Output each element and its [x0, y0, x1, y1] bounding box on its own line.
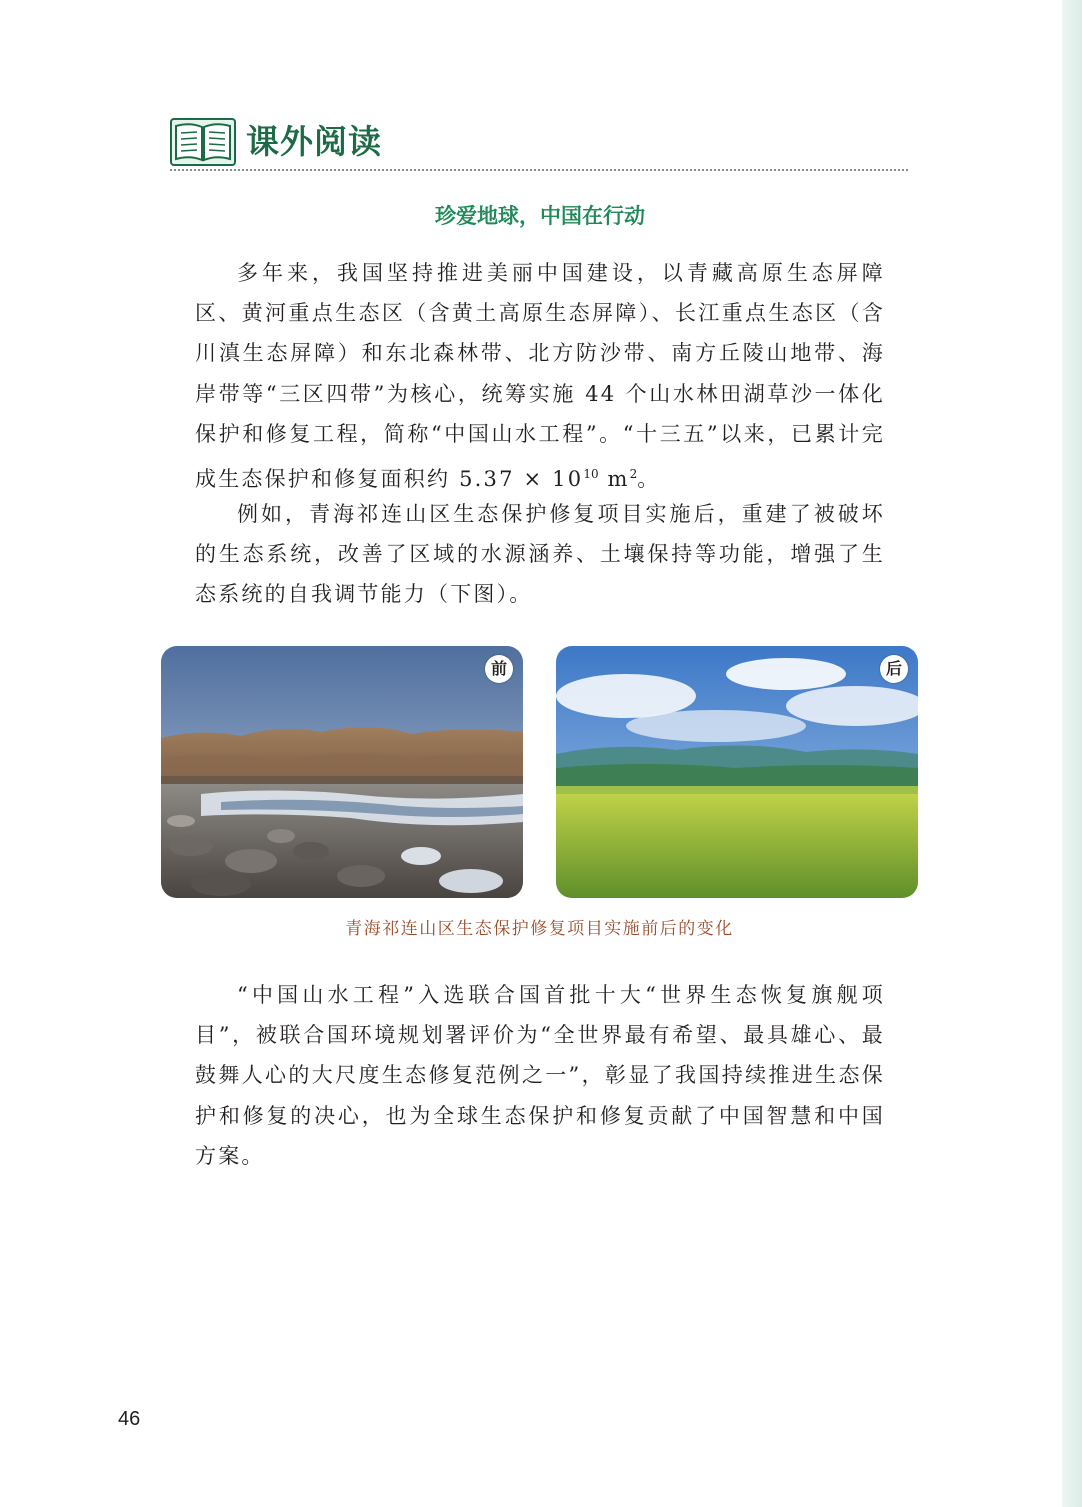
green-grassland-image	[556, 646, 918, 898]
article-title: 珍爱地球，中国在行动	[435, 204, 645, 228]
header-divider	[170, 169, 908, 171]
after-photo	[556, 646, 918, 898]
paragraph-1	[195, 253, 885, 499]
page-number: 46	[118, 1408, 141, 1430]
paragraph-1-text: 多年来，我国坚持推进美丽中国建设，以青藏高原生态屏障区、黄河重点生态区（含黄土高原生态屏障）、长江重点生态区（含川滇生态屏障）和东北森林带、北方防沙带、南方丘陵山地带、海岸带等“三区四带”为核心，统筹实施 44 个山水林田湖草沙一体化保护和修复工程，简称“中国山水工程”。“十三五”以来，已累计完成生态保护和修复面积约	[195, 261, 885, 492]
paragraph-3: “中国山水工程”入选联合国首批十大“世界生态恢复旗舰项目”，被联合国环境规划署评价为“全世界最有希望、最具雄心、最鼓舞人心的大尺度生态修复范例之一”，彰显了我国持续推进生态保护和修复的决心，也为全球生态保护和修复贡献了中国智慧和中国方案。	[195, 983, 885, 1168]
area-unit: m	[598, 467, 630, 492]
area-unit-exponent: 2	[629, 467, 638, 482]
paragraph-2: 例如，青海祁连山区生态保护修复项目实施后，重建了被破坏的生态系统，改善了区域的水源涵养、土壤保持等功能，增强了生态系统的自我调节能力（下图）。	[195, 502, 885, 607]
open-book-icon	[170, 118, 236, 166]
barren-riverbed-image	[161, 646, 523, 898]
figure-caption: 青海祁连山区生态保护修复项目实施前后的变化	[345, 919, 734, 939]
page-edge-strip	[1062, 0, 1082, 1507]
area-value: 5.37 × 10	[459, 467, 584, 492]
before-badge: 前	[485, 655, 513, 683]
section-header	[170, 118, 908, 178]
before-photo	[161, 646, 523, 898]
section-title: 课外阅读	[246, 122, 382, 161]
paragraph-1-end: 。	[637, 467, 661, 492]
after-badge: 后	[880, 655, 908, 683]
area-exponent: 10	[583, 467, 599, 482]
